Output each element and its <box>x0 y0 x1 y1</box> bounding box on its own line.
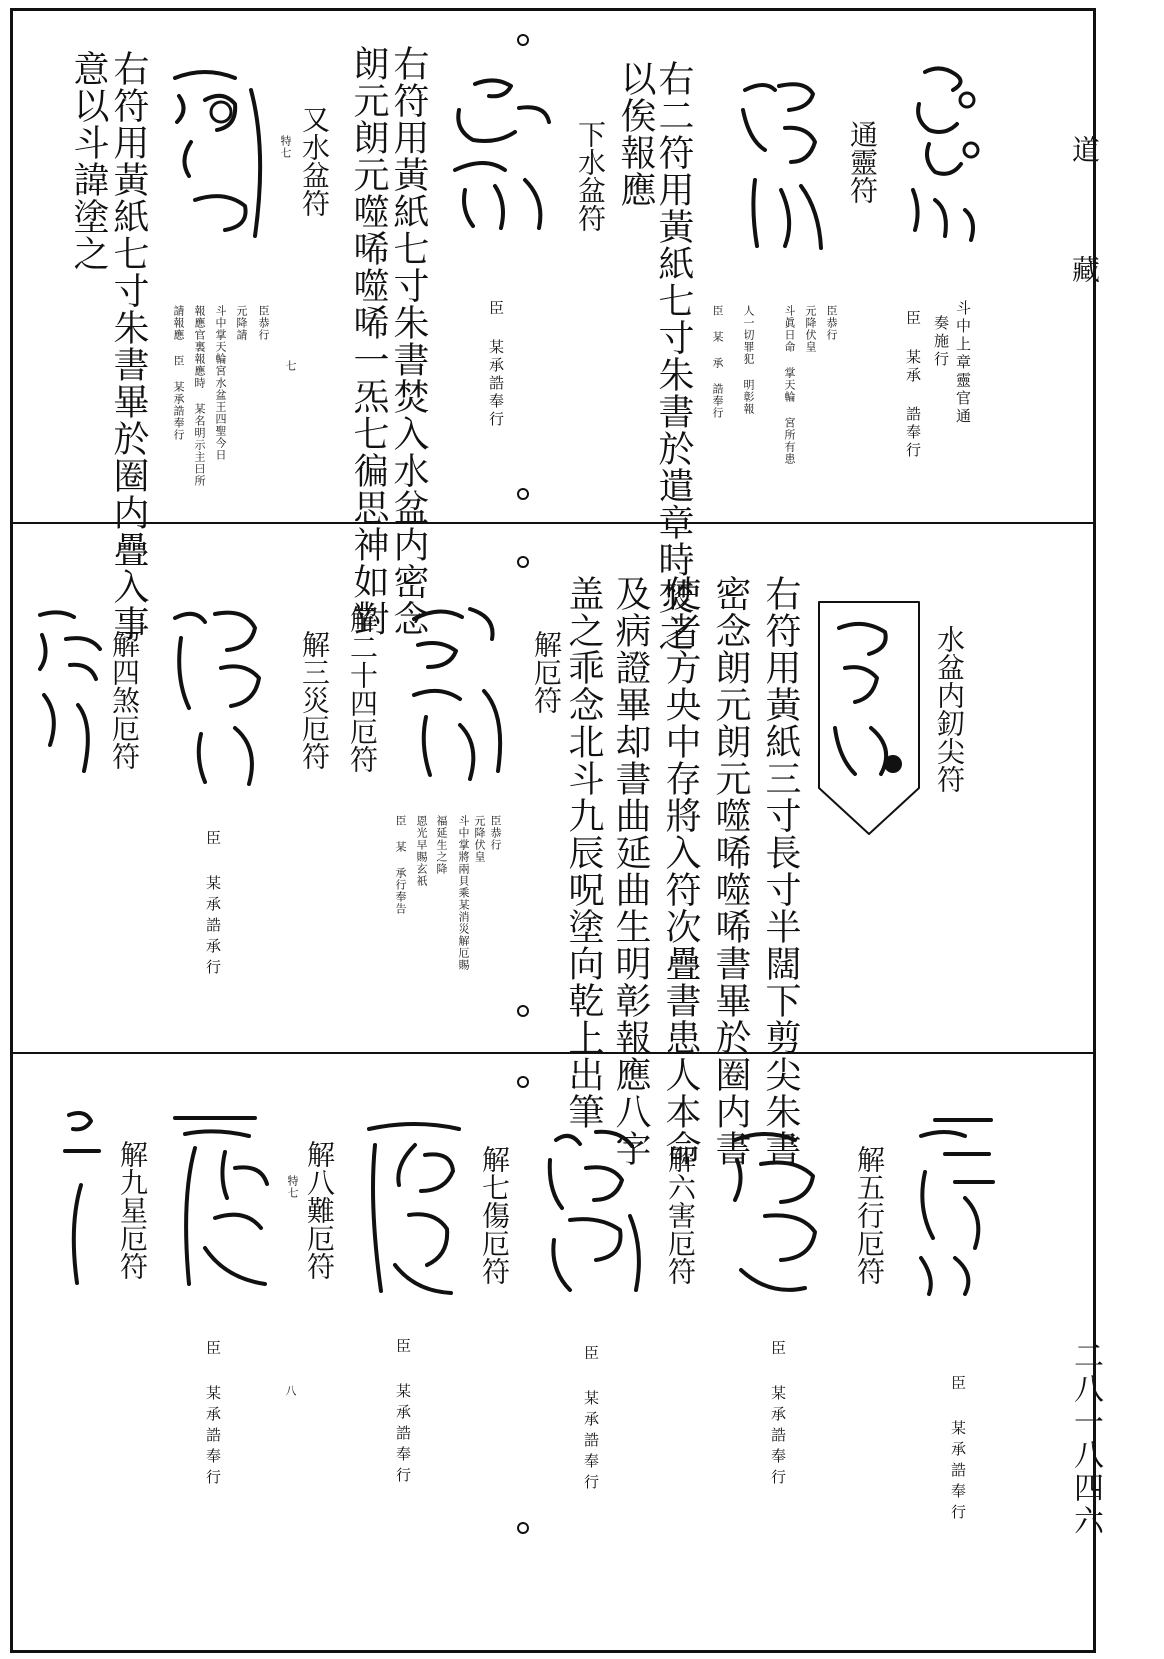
talisman-signature: 臣 某 承行奉告 <box>394 815 407 915</box>
talisman-xiashuipen-icon <box>445 70 560 235</box>
instruction-text: 盖之乖念北斗九辰呪塗向乾上出筆 <box>563 575 604 1130</box>
talisman-signature: 臣 某承誥奉行 <box>949 1375 967 1525</box>
talisman-signature: 請報應 臣 某承誥奉行 <box>172 305 185 441</box>
talisman-jian-shape <box>815 598 925 838</box>
talisman-signature: 臣 某承誥承行 <box>204 830 222 980</box>
talisman-youshuipen-icon <box>165 60 275 245</box>
instruction-text: 右符用黃紙七寸朱書焚入水盆内密念 <box>388 45 429 637</box>
binding-hole <box>517 1522 529 1534</box>
talisman-title: 解七傷厄符 <box>478 1145 511 1285</box>
talisman-signature: 臣 某承誥奉行 <box>769 1340 787 1490</box>
talisman-title: 解四煞厄符 <box>108 630 141 770</box>
binding-hole <box>517 34 529 46</box>
talisman-signature: 臣恭行 <box>825 305 838 341</box>
talisman-signature: 報應官裏報應時 某名明示主曰所 <box>193 305 206 487</box>
page-frame <box>10 8 1101 1653</box>
instruction-text: 右二符用黃紙七寸朱書於遣章時焚之 <box>653 60 694 652</box>
talisman-signature: 臣 某承誥奉行 <box>582 1345 600 1495</box>
talisman-fragment-icon <box>55 1105 110 1290</box>
talisman-title: 解二十四厄符 <box>346 605 379 773</box>
binding-hole <box>517 488 529 500</box>
instruction-text: 及病證畢却書曲延曲生明彰報應八字 <box>610 575 651 1167</box>
talisman-signature: 臣恭行 <box>257 305 270 341</box>
talisman-signature: 斗眞日命 掌天輪 宮所有患 <box>783 305 796 465</box>
talisman-signature: 臣 某承誥奉行 <box>204 1340 222 1490</box>
instruction-text: 右符用黃紙七寸朱書畢於圈内疊入事 <box>108 50 149 642</box>
margin-title-bottom: 藏 <box>1068 255 1101 283</box>
talisman-signature: 元降伏皇 <box>473 815 486 863</box>
talisman-signature: 斗中掌天輪宮水盆王四聖今日 <box>214 305 227 461</box>
page-number: 二八一八四六 <box>1068 1340 1103 1538</box>
talisman-bannan-icon <box>355 1115 470 1300</box>
margin-title-top: 道 <box>1068 135 1101 163</box>
talisman-signature: 奏施行 <box>932 315 950 369</box>
talisman-signature: 斗中掌將兩貝乘某消災解厄賜 <box>457 815 470 971</box>
talisman-signature: 福延生之降 <box>435 815 448 875</box>
talisman-title: 解三災厄符 <box>298 630 331 770</box>
talisman-signature: 臣 某承 誥奉行 <box>904 310 922 460</box>
talisman-signature: 元降伏皇 <box>804 305 817 353</box>
talisman-signature: 臣恭行 <box>489 815 502 851</box>
talisman-title: 解八難厄符 <box>303 1140 336 1280</box>
talisman-tongling-icon <box>905 60 985 250</box>
talisman-title: 又水盆符 <box>298 105 331 217</box>
binding-hole <box>517 1076 529 1088</box>
talisman-title: 解厄符 <box>530 630 563 714</box>
instruction-text: 使者方央中存將入符次疊書患人本命 <box>660 575 701 1167</box>
small-annotation: 八 <box>284 1385 297 1397</box>
talisman-qishang-icon <box>540 1120 650 1295</box>
talisman-jiuxing-icon <box>165 1108 275 1293</box>
talisman-signature: 元降請 <box>235 305 248 341</box>
binding-hole <box>517 556 529 568</box>
instruction-text: 以俟報應 <box>615 60 656 208</box>
talisman-title: 解九星厄符 <box>116 1140 149 1280</box>
instruction-text: 意以斗諱塗之 <box>68 50 109 272</box>
talisman-signature: 恩光早賜玄祇 <box>415 815 428 887</box>
section-divider-2 <box>10 1052 1096 1054</box>
talisman-liuhai-icon <box>725 1120 825 1300</box>
talisman-signature: 人一切罪犯 明彰報 <box>742 305 755 415</box>
talisman-title: 解六害厄符 <box>664 1145 697 1285</box>
instruction-text: 右符用黃紙三寸長寸半闊下剪尖朱書 <box>760 575 801 1167</box>
small-annotation: 特七 <box>286 1175 299 1199</box>
talisman-title: 水盆内釖尖符 <box>933 625 966 793</box>
talisman-title: 解五行厄符 <box>853 1145 886 1285</box>
talisman-signature: 斗中上章靈官通 <box>954 300 972 426</box>
talisman-title: 通靈符 <box>846 120 879 204</box>
small-annotation: 特七 <box>279 135 292 159</box>
talisman-second-icon <box>735 70 830 260</box>
binding-hole <box>517 1005 529 1017</box>
section-divider-1 <box>10 522 1096 524</box>
instruction-text: 密念朗元朗元噬唏噬唏書畢於圈内書 <box>710 575 751 1167</box>
talisman-wuxing-icon <box>905 1108 1000 1298</box>
talisman-sanzai-icon <box>165 598 275 793</box>
talisman-signature: 臣 某承誥奉行 <box>394 1338 412 1488</box>
talisman-signature: 臣 某 承 誥奉行 <box>711 305 724 419</box>
instruction-text: 朗元朗元噬唏噬唏一炁七徧思神如對 <box>348 45 389 637</box>
talisman-jiee-icon <box>400 595 515 790</box>
talisman-sisha-icon <box>30 605 110 780</box>
talisman-title: 下水盆符 <box>574 120 607 232</box>
small-annotation: 七 <box>284 360 297 372</box>
talisman-signature: 臣 某承誥奉行 <box>487 300 505 429</box>
